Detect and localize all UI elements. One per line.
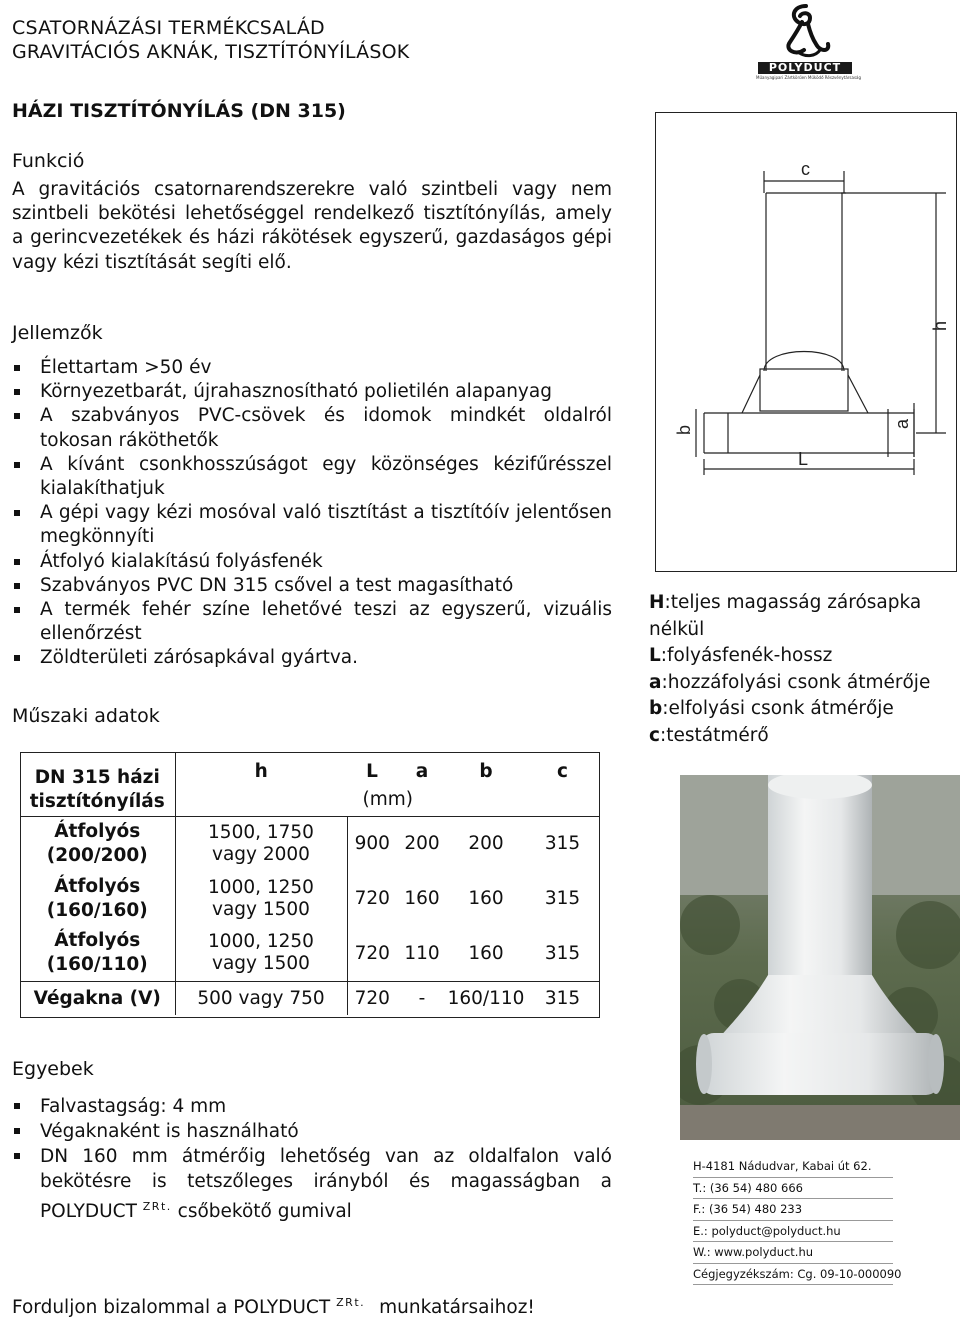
column-header-a: a [415, 760, 429, 782]
list-item: Élettartam >50 év [12, 356, 612, 380]
table-row: Végakna (V) 500 vagy 750 720 - 160/110 315 [20, 981, 600, 1015]
function-heading: Funkció [12, 150, 85, 172]
legend-item: b:elfolyási csonk átmérője [649, 698, 894, 719]
legend-item: c:testátmérő [649, 724, 769, 746]
logo-wordmark: POLYDUCT [758, 62, 852, 74]
list-item: A gépi vagy kézi mosóval való tisztítást a tisztítóív jelentősen megkönnyíti [12, 501, 612, 549]
list-item: DN 160 mm átmérőig lehetőség van az oldalfalon való bekötésre is tetszőleges irányból és magasságban a POLYDUCT $^{ZRt.}$ csőbekötő gumival [12, 1144, 612, 1224]
product-photo [680, 775, 960, 1140]
column-header-b: b [479, 760, 493, 782]
drawing-label-l: L [798, 449, 809, 469]
other-heading: Egyebek [12, 1058, 94, 1080]
list-item: A kívánt csonkhosszúságot egy közönséges kézifűrésszel kialakíthatjuk [12, 453, 612, 501]
contact-block [693, 1156, 902, 1285]
features-list [12, 356, 612, 671]
list-item: Környezetbarát, újrahasznosítható polietilén alapanyag [12, 380, 612, 404]
drawing-label-c: c [801, 159, 810, 179]
contact-registry: Cégjegyzékszám: Cg. 09-10-000090 [693, 1264, 893, 1286]
header-line-1: CSATORNÁZÁSI TERMÉKCSALÁD [12, 17, 325, 39]
column-header-c: c [557, 760, 568, 782]
legend-item: L:folyásfenék-hossz [649, 645, 833, 666]
logo-emblem-icon [750, 0, 860, 60]
dimension-legend [649, 590, 960, 749]
table-row: Átfolyós (160/110) 1000, 1250 vagy 1500 720 110 160 315 [20, 926, 600, 981]
contact-email[interactable]: E.: polyduct@polyduct.hu [693, 1221, 893, 1243]
drawing-label-h: h [930, 320, 950, 331]
document-header [12, 16, 409, 64]
specs-table [20, 752, 600, 1015]
list-item: A termék fehér színe lehetővé teszi az egyszerű, vizuális ellenőrzést [12, 598, 612, 646]
polyduct-logo [750, 0, 860, 84]
list-item: Zöldterületi zárósapkával gyártva. [12, 646, 612, 670]
features-heading: Jellemzők [12, 322, 103, 344]
list-item: Falvastagság: 4 mm [12, 1094, 612, 1119]
column-header-l: L [366, 760, 378, 782]
drawing-label-a: a [892, 418, 912, 429]
unit-label: (mm) [175, 784, 600, 816]
column-header-h: h [254, 760, 268, 782]
list-item: Végaknaként is használható [12, 1119, 612, 1144]
contact-fax: F.: (36 54) 480 233 [693, 1199, 893, 1221]
table-header-product: DN 315 házi tisztítónyílás [20, 752, 175, 816]
contact-website[interactable]: W.: www.polyduct.hu [693, 1242, 893, 1264]
other-list [12, 1094, 612, 1224]
specs-heading: Műszaki adatok [12, 705, 160, 727]
logo-subtitle: Műanyagipari Zártkörűen Működő Részvénytársaság [756, 75, 862, 80]
contact-address: H-4181 Nádudvar, Kabai út 62. [693, 1156, 893, 1178]
list-item: A szabványos PVC-csövek és idomok mindkét oldalról tokosan ráköthetők [12, 404, 612, 452]
list-item: Szabványos PVC DN 315 csővel a test magasítható [12, 574, 612, 598]
legend-item: H:teljes magasság zárósapka nélkül [649, 592, 922, 640]
contact-phone: T.: (36 54) 480 666 [693, 1178, 893, 1200]
drawing-label-b: b [674, 424, 694, 435]
function-text: A gravitációs csatornarendszerekre való szintbeli vagy nem szintbeli bekötési lehetőséggel rendelkező tisztítónyílás, amely a gerincvezetékek és házi rákötések egyszerű, gazdaságos gépi vagy kézi tisztítását segíti elő. [12, 179, 612, 273]
header-line-2: GRAVITÁCIÓS AKNÁK, TISZTÍTÓNYÍLÁSOK [12, 41, 410, 63]
list-item: Átfolyó kialakítású folyásfenék [12, 550, 612, 574]
table-row: Átfolyós (160/160) 1000, 1250 vagy 1500 720 160 160 315 [20, 871, 600, 926]
legend-item: a:hozzáfolyási csonk átmérője [649, 671, 931, 693]
product-title: HÁZI TISZTÍTÓNYÍLÁS (DN 315) [12, 100, 346, 122]
table-row: Átfolyós (200/200) 1500, 1750 vagy 2000 900 200 200 315 [20, 816, 600, 871]
footer-text: Forduljon bizalommal a POLYDUCT $^{ZRt.}$ munkatársaihoz! [12, 1296, 535, 1319]
technical-drawing [655, 112, 957, 572]
drawing-canvas [656, 113, 956, 571]
